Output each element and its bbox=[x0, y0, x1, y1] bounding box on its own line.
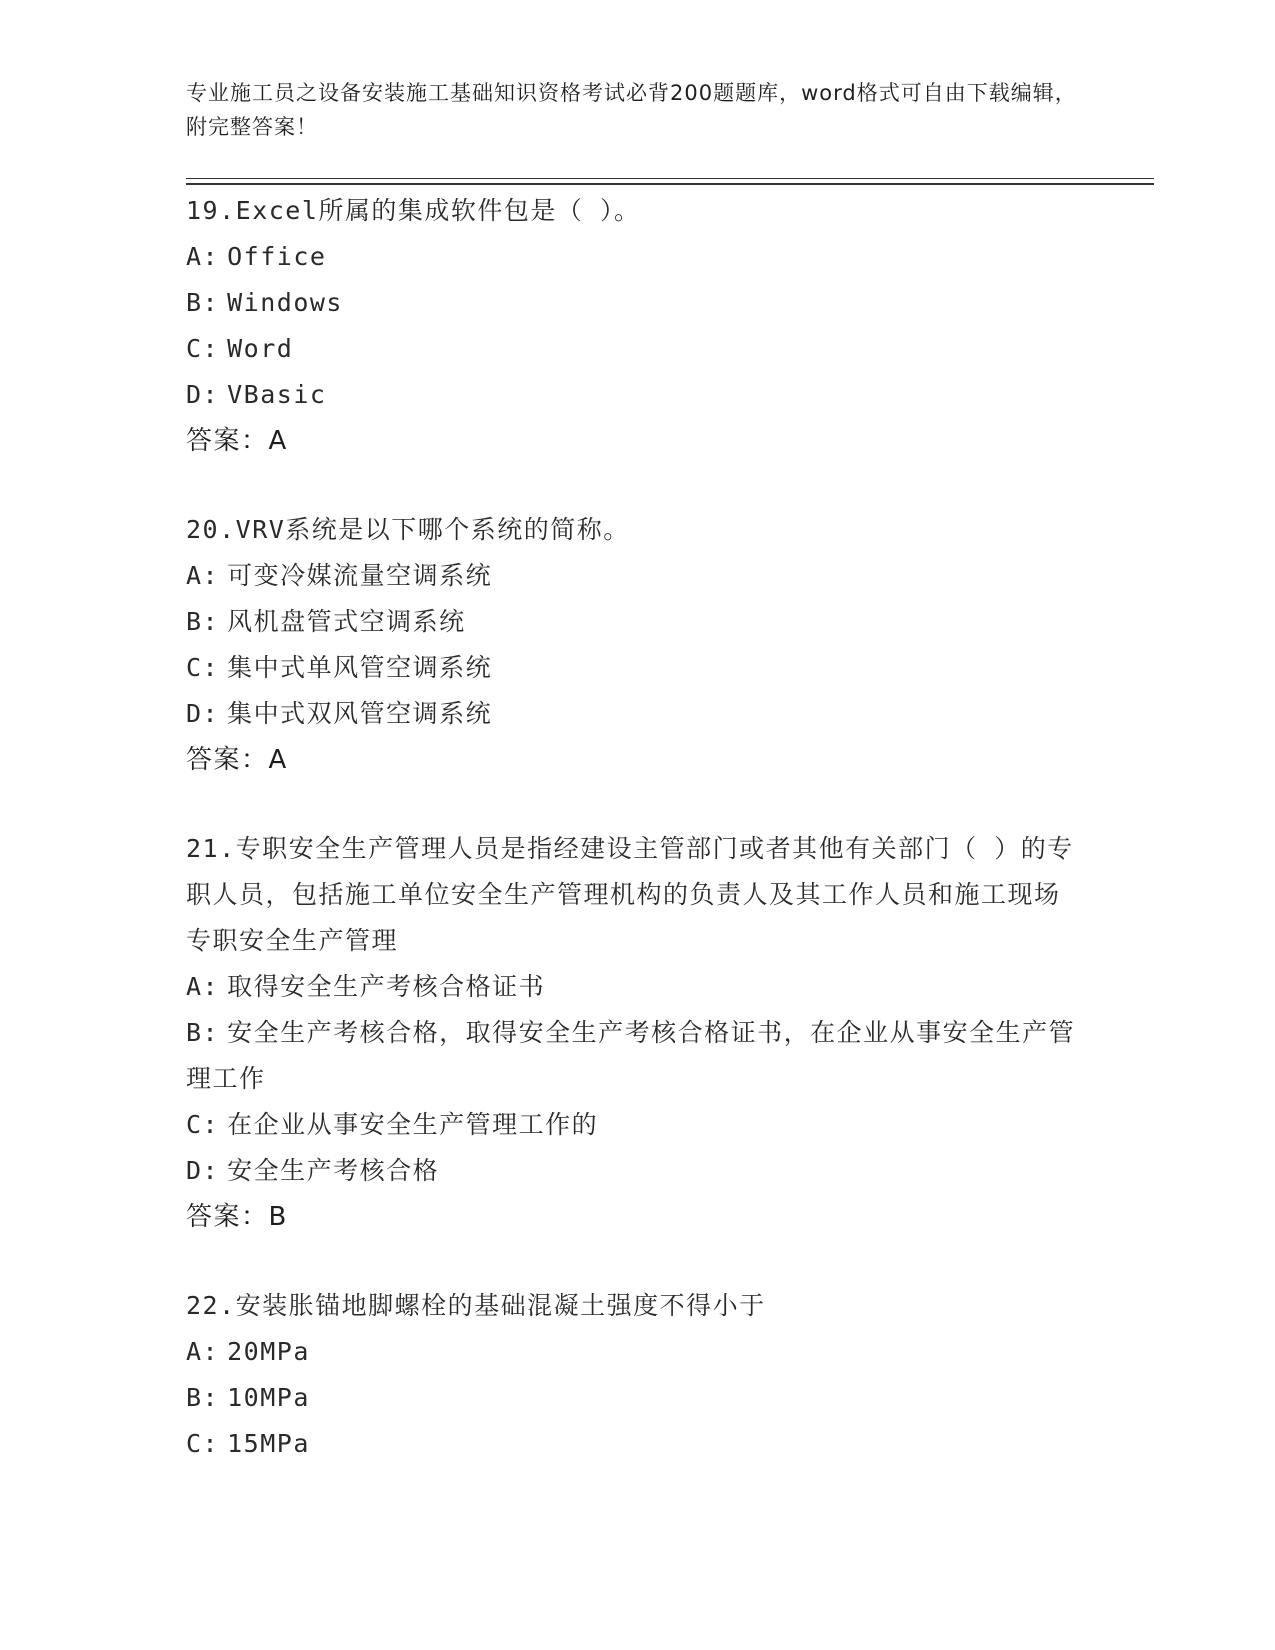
option-label: C: bbox=[186, 1110, 220, 1139]
question-list bbox=[186, 188, 1086, 1510]
question-block bbox=[186, 1283, 1086, 1467]
option-text: 风机盘管式空调系统 bbox=[227, 607, 466, 636]
option-text: 15MPa bbox=[227, 1429, 310, 1458]
answer-key: 答案：A bbox=[186, 426, 288, 456]
option-text: VBasic bbox=[227, 380, 327, 409]
question-text: 20.VRV系统是以下哪个系统的简称。 bbox=[186, 515, 630, 544]
question-block bbox=[186, 507, 1086, 783]
answer-option bbox=[186, 1148, 1086, 1194]
answer-option bbox=[186, 645, 1086, 691]
option-text: 10MPa bbox=[227, 1383, 310, 1412]
answer-option bbox=[186, 691, 1086, 737]
answer-option bbox=[186, 1010, 1086, 1102]
option-text: Windows bbox=[227, 288, 343, 317]
question-block bbox=[186, 826, 1086, 1240]
option-label: B: bbox=[186, 607, 220, 636]
question-text: 22.安装胀锚地脚螺栓的基础混凝土强度不得小于 bbox=[186, 1291, 766, 1320]
option-text: 取得安全生产考核合格证书 bbox=[227, 972, 546, 1001]
option-text: 安全生产考核合格，取得安全生产考核合格证书，在企业从事安全生产管理工作 bbox=[186, 1018, 1076, 1093]
answer-key: 答案：A bbox=[186, 745, 288, 775]
question-text: 21.专职安全生产管理人员是指经建设主管部门或者其他有关部门（ ）的专职人员，包括施工单位安全生产管理机构的负责人及其工作人员和施工现场专职安全生产管理 bbox=[186, 834, 1074, 955]
answer-option bbox=[186, 326, 1086, 372]
question-block bbox=[186, 188, 1086, 464]
option-text: Word bbox=[227, 334, 294, 363]
answer-option bbox=[186, 1102, 1086, 1148]
option-text: Office bbox=[227, 242, 327, 271]
answer-option bbox=[186, 372, 1086, 418]
answer-option bbox=[186, 599, 1086, 645]
question-text: 19.Excel所属的集成软件包是（ ）。 bbox=[186, 196, 641, 225]
option-label: A: bbox=[186, 972, 220, 1001]
header-divider-thick bbox=[186, 183, 1154, 185]
option-label: C: bbox=[186, 1429, 220, 1458]
answer-option bbox=[186, 1329, 1086, 1375]
document-header: 专业施工员之设备安装施工基础知识资格考试必背200题题库，word格式可自由下载编辑，附完整答案！ bbox=[186, 81, 1077, 139]
option-text: 安全生产考核合格 bbox=[227, 1156, 440, 1185]
option-text: 集中式单风管空调系统 bbox=[227, 653, 493, 682]
option-label: A: bbox=[186, 242, 220, 271]
option-label: C: bbox=[186, 334, 220, 363]
option-label: D: bbox=[186, 380, 220, 409]
option-text: 集中式双风管空调系统 bbox=[227, 699, 493, 728]
option-label: D: bbox=[186, 699, 220, 728]
answer-option bbox=[186, 1375, 1086, 1421]
header-divider-thin bbox=[186, 178, 1154, 179]
option-text: 在企业从事安全生产管理工作的 bbox=[227, 1110, 599, 1139]
answer-option bbox=[186, 553, 1086, 599]
option-label: B: bbox=[186, 1383, 220, 1412]
answer-option bbox=[186, 1421, 1086, 1467]
option-label: C: bbox=[186, 653, 220, 682]
answer-key: 答案：B bbox=[186, 1202, 288, 1232]
option-label: B: bbox=[186, 288, 220, 317]
answer-option bbox=[186, 234, 1086, 280]
answer-option bbox=[186, 280, 1086, 326]
answer-option bbox=[186, 964, 1086, 1010]
option-label: A: bbox=[186, 561, 220, 590]
option-label: A: bbox=[186, 1337, 220, 1366]
option-text: 20MPa bbox=[227, 1337, 310, 1366]
option-text: 可变冷媒流量空调系统 bbox=[227, 561, 493, 590]
option-label: B: bbox=[186, 1018, 220, 1047]
option-label: D: bbox=[186, 1156, 220, 1185]
